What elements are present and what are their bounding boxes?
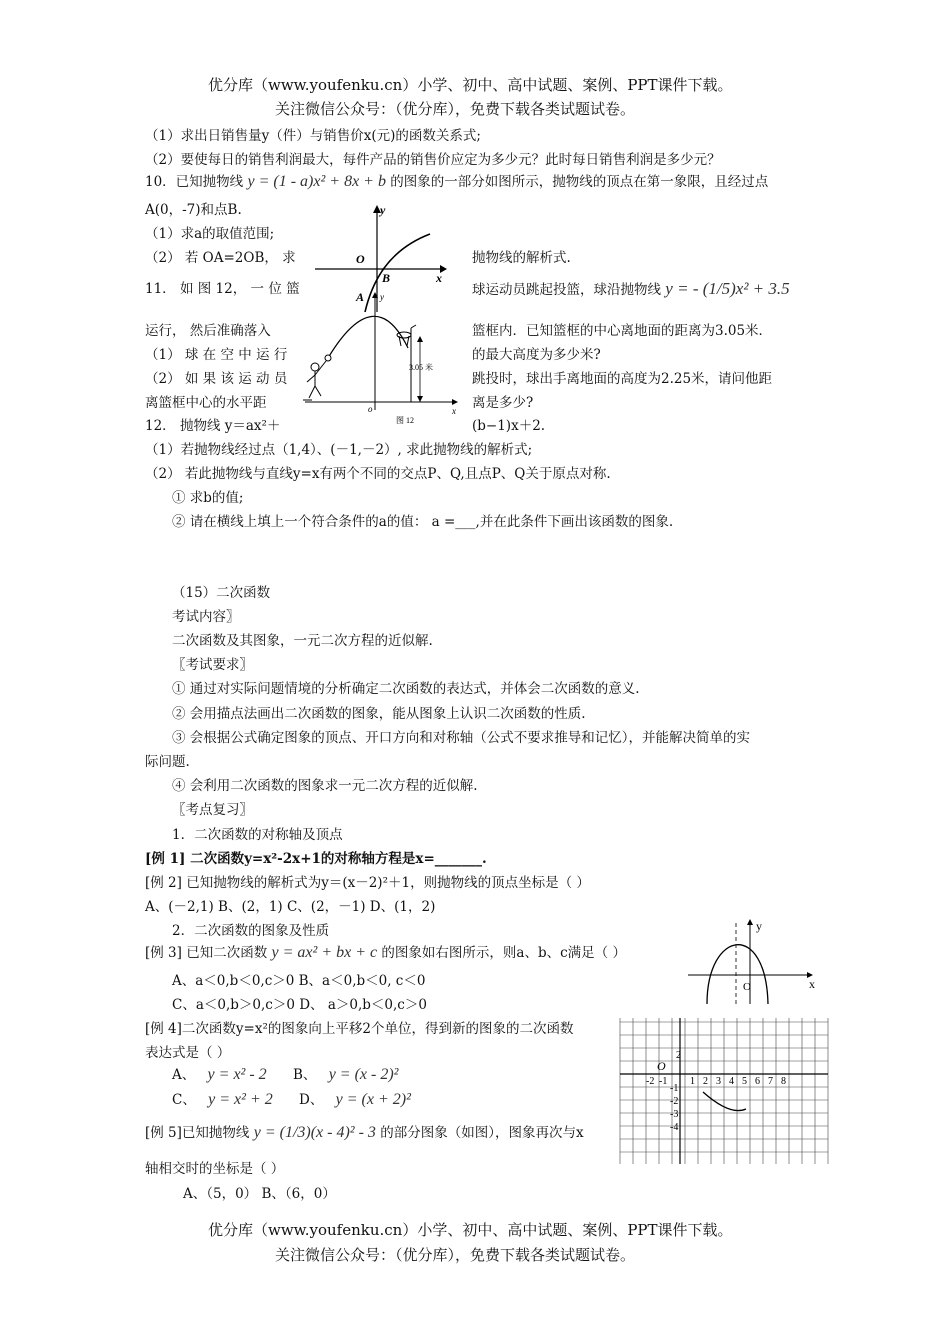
example-3-options-1: A、a＜0,b＜0,c＞0 B、a＜0,b＜0, c＜0 (172, 973, 426, 989)
fig12-ball-path (328, 316, 408, 358)
q10-part1: （1）求a的取值范围; (145, 226, 275, 242)
example-3 (145, 944, 626, 962)
q10-part2-a: （2） 若 OA=2OB， 求 (145, 250, 296, 266)
q11-line1-a: 11． 如 图 12， 一 位 篮 (145, 281, 300, 297)
q10-intro-a: 10．已知抛物线 (145, 174, 244, 190)
q9-part1: （1）求出日销售量y（件）与销售价x(元)的函数关系式; (145, 128, 481, 144)
option-c-label: C、 (172, 1092, 196, 1108)
example-3-b: 的图象如右图所示，则a、b、c满足（ ） (381, 945, 626, 961)
requirement-1: ① 通过对实际问题情境的分析确定二次函数的表达式，并体会二次函数的意义. (172, 681, 640, 697)
example-5-line1 (145, 1124, 584, 1142)
example-3-formula: y = ax² + bx + c (271, 944, 378, 961)
example-4-line2: 表达式是（ ） (145, 1045, 231, 1061)
requirement-heading: 〖考试要求〗 (172, 657, 253, 673)
q12-sub1: ① 求b的值; (172, 490, 244, 506)
fig12-x-arrow-icon (452, 399, 458, 405)
q11-line4-a: （2） 如 果 该 运 动 员 (145, 371, 288, 387)
example-3-figure (688, 918, 818, 1006)
ex3-y-arrow-icon (747, 919, 753, 925)
example-4-options-cd (172, 1091, 411, 1109)
footer-line-2: 关注微信公众号：（优分库），免费下载各类试题试卷。 (275, 1246, 636, 1264)
fig12-caption: 图 12 (396, 416, 414, 425)
section-title: （15）二次函数 (172, 585, 271, 601)
option-c-formula: y = x² + 2 (208, 1091, 273, 1108)
header-line-2: 关注微信公众号：（优分库），免费下载各类试题试卷。 (275, 100, 636, 118)
q11-line1-b (472, 280, 790, 299)
fig12-y-label: y (380, 292, 384, 302)
q12-line1-b: (b−1)x＋2. (472, 418, 546, 434)
fig12-player-icon (303, 361, 326, 400)
ex5-x-tick-label: -2 (646, 1076, 655, 1087)
q11-line4-b: 跳投时，球出手离地面的高度为2.25米，请问他距 (472, 371, 773, 387)
q11-line3-b: 的最大高度为多少米? (472, 347, 601, 363)
q12-part2: （2） 若此抛物线与直线y=x有两个不同的交点P、Q,且点P、Q关于原点对称. (145, 466, 611, 482)
ex3-origin-label: O (743, 981, 751, 993)
ex5-y-tick-label: -2 (670, 1096, 679, 1107)
q10-point-a-label: A (356, 290, 365, 304)
q9-part2: （2）要使每日的销售利润最大，每件产品的销售价应定为多少元？此时每日销售利润是多少元？ (145, 152, 721, 168)
fig12-y-arrow-icon (372, 292, 378, 298)
ex5-y-tick-2: 2 (676, 1050, 681, 1061)
q12-line1-a: 12． 抛物线 y＝ax²＋ (145, 418, 281, 434)
ex5-x-tick-label: 1 (690, 1076, 695, 1087)
content-text: 二次函数及其图象，一元二次方程的近似解. (172, 633, 433, 649)
q10-part2-b: 抛物线的解析式. (472, 250, 571, 266)
option-d-label: D、 (299, 1092, 324, 1108)
fig12-x-label: x (452, 406, 456, 416)
example-5-a: [例 5]已知抛物线 (145, 1125, 250, 1141)
example-5-b: 的部分图象（如图），图象再次与x (380, 1125, 584, 1141)
q11-line5-b: 离是多少? (472, 395, 534, 411)
example-4-options-ab (172, 1066, 398, 1084)
fig12 (300, 290, 465, 425)
example-3-a: [例 3] 已知二次函数 (145, 945, 268, 961)
q10-line2: A(0，-7)和点B. (145, 202, 242, 218)
requirement-4: ④ 会利用二次函数的图象求一元二次方程的近似解. (172, 778, 478, 794)
ex5-y-tick-label: -4 (670, 1122, 679, 1133)
q10-x-label: x (436, 271, 442, 285)
example-3-options-2: C、a＜0,b＞0,c＞0 D、 a＞0,b＜0,c＞0 (172, 997, 427, 1013)
requirement-2: ② 会用描点法画出二次函数的图象，能从图象上认识二次函数的性质. (172, 706, 586, 722)
example-2: [例 2] 已知抛物线的解析式为y＝(x－2)²＋1，则抛物线的顶点坐标是（ ） (145, 875, 590, 891)
fig12-ball-icon (325, 355, 331, 361)
q10-y-label: y (380, 203, 386, 217)
option-b-label: B、 (292, 1067, 317, 1083)
ex5-x-tick-label: 7 (768, 1076, 773, 1087)
fig12-origin-label: o (368, 404, 373, 414)
q11-formula: y = - (1/5)x² + 3.5 (665, 279, 790, 298)
ex3-x-label: x (809, 977, 815, 991)
example-1: [例 1] 二次函数y=x²-2x+1的对称轴方程是x=_______. (145, 851, 487, 867)
q11-line3-a: （1） 球 在 空 中 运 行 (145, 347, 288, 363)
q11-line2-a: 运行， 然后准确落入 (145, 323, 271, 339)
q12-part1: （1）若抛物线经过点（1,4）、(－1,－2）, 求此抛物线的解析式; (145, 442, 533, 458)
requirement-3b: 际问题. (145, 754, 190, 770)
fig12-height-label: 3.05 米 (409, 363, 433, 372)
option-a-formula: y = x² - 2 (207, 1066, 267, 1083)
content-heading: 考试内容〗 (172, 609, 240, 625)
topic-1: 1．二次函数的对称轴及顶点 (172, 827, 343, 843)
ex5-x-tick-label: -1 (659, 1076, 668, 1087)
fig12-height-arrow-down-icon (417, 396, 423, 402)
option-b-formula: y = (x - 2)² (328, 1066, 399, 1083)
example-2-options: A、(－2,1) B、(2，1) C、(2，－1) D、(1，2) (145, 899, 436, 915)
ex5-x-tick-label: 4 (729, 1076, 734, 1087)
topic-2: 2．二次函数的图象及性质 (172, 923, 330, 939)
header-line-1: 优分库（www.youfenku.cn）小学、初中、高中试题、案例、PPT课件下载。 (208, 76, 733, 94)
ex3-parabola (707, 945, 768, 1004)
q10-point-b-label: B (382, 271, 391, 285)
q12-sub2: ② 请在横线上填上一个符合条件的a的值： a =___,并在此条件下画出该函数的图象. (172, 514, 674, 530)
requirement-3a: ③ 会根据公式确定图象的顶点、开口方向和对称轴（公式不要求推导和记忆），并能解决简单的实 (172, 730, 751, 746)
ex5-x-tick-label: 8 (781, 1076, 786, 1087)
q11-line2-b: 篮框内．已知篮框的中心离地面的距离为3.05米． (472, 323, 773, 339)
q11-line1-text: 球运动员跳起投篮，球沿抛物线 (472, 282, 661, 298)
ex5-x-tick-label: 2 (703, 1076, 708, 1087)
ex5-x-tick-label: 5 (742, 1076, 747, 1087)
fig12-height-arrow-up-icon (417, 336, 423, 342)
ex5-y-tick-label: -3 (670, 1109, 679, 1120)
ex5-parabola (703, 1092, 746, 1111)
example-5-formula: y = (1/3)(x - 4)² - 3 (253, 1124, 376, 1141)
q10-origin-label: O (356, 252, 365, 266)
review-heading: 〖考点复习〗 (172, 802, 253, 818)
example-4-line1: [例 4]二次函数y=x²的图象向上平移2个单位，得到新的图象的二次函数 (145, 1021, 574, 1037)
q10-intro (145, 173, 768, 191)
option-a-label: A、 (172, 1067, 196, 1083)
example-5-line2: 轴相交时的坐标是（ ） (145, 1161, 285, 1177)
q10-intro-b: 的图象的一部分如图所示，抛物线的顶点在第一象限，且经过点 (390, 174, 769, 190)
ex5-y-tick-label: -1 (670, 1083, 679, 1094)
q11-line5-a: 离篮框中心的水平距 (145, 395, 267, 411)
ex3-y-label: y (756, 919, 762, 933)
ex5-x-tick-label: 3 (716, 1076, 721, 1087)
ex5-origin-label: O (657, 1059, 666, 1073)
example-5-grid-figure (620, 1018, 828, 1164)
example-5-options: A、（5，0） B、（6，0） (183, 1186, 336, 1202)
footer-line-1: 优分库（www.youfenku.cn）小学、初中、高中试题、案例、PPT课件下载。 (208, 1221, 733, 1239)
ex5-x-tick-label: 6 (755, 1076, 760, 1087)
q10-formula: y = (1 - a)x² + 8x + b (247, 173, 386, 190)
ex5-grid-lines (620, 1018, 828, 1164)
option-d-formula: y = (x + 2)² (335, 1091, 411, 1108)
